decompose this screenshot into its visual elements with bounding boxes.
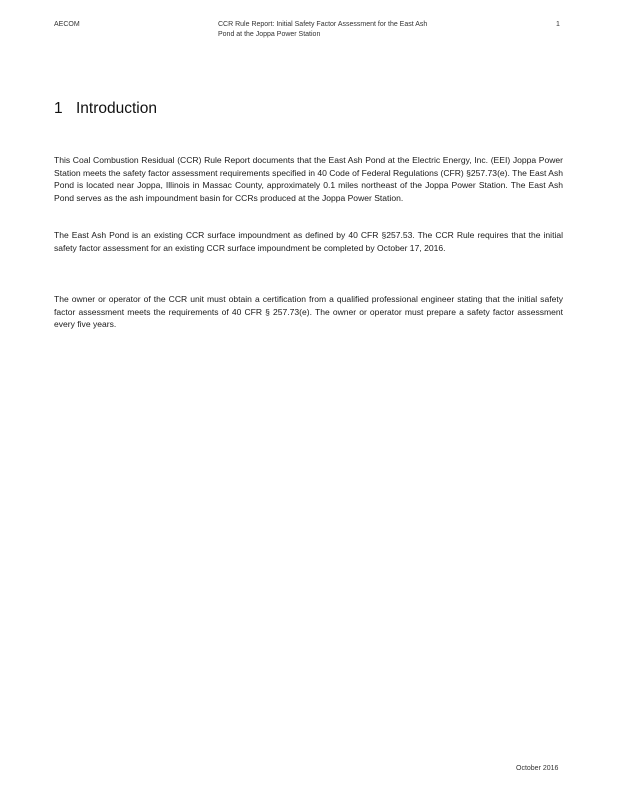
paragraph: The owner or operator of the CCR unit must obtain a certification from a qualified professional engineer stating that the initial safety factor assessment meets the requirements of 40 CFR § 257.73(e). The owner or operator must prepare a safety factor assessment every five years. (54, 294, 563, 330)
footer-date: October 2016 (516, 765, 559, 772)
header-company: AECOM (54, 21, 80, 28)
section-title: Introduction (76, 100, 157, 117)
header-report-title (218, 20, 458, 40)
paragraph: This Coal Combustion Residual (CCR) Rule Report documents that the East Ash Pond at the Electric Energy, Inc. (EEI) Joppa Power Station meets the safety factor assessment requirements specified in 40 Code of Federal Regulations (CFR) §257.73(e). The East Ash Pond is located near Joppa, Illinois in Massac County, approximately 0.1 miles northeast of the Joppa Power Station. The East Ash Pond serves as the ash impoundment basin for CCRs produced at the Joppa Power Station. (54, 155, 563, 203)
section-number: 1 (54, 100, 63, 117)
header-page-number: 1 (556, 21, 560, 28)
paragraph: The East Ash Pond is an existing CCR surface impoundment as defined by 40 CFR §257.53. The CCR Rule requires that the initial safety factor assessment for an existing CCR surface impoundment be completed by October 17, 2016. (54, 230, 563, 253)
section-heading (54, 100, 157, 118)
header-title-line-1: CCR Rule Report: Initial Safety Factor Assessment for the East Ash (218, 21, 428, 28)
header-title-line-2: Pond at the Joppa Power Station (218, 31, 321, 38)
